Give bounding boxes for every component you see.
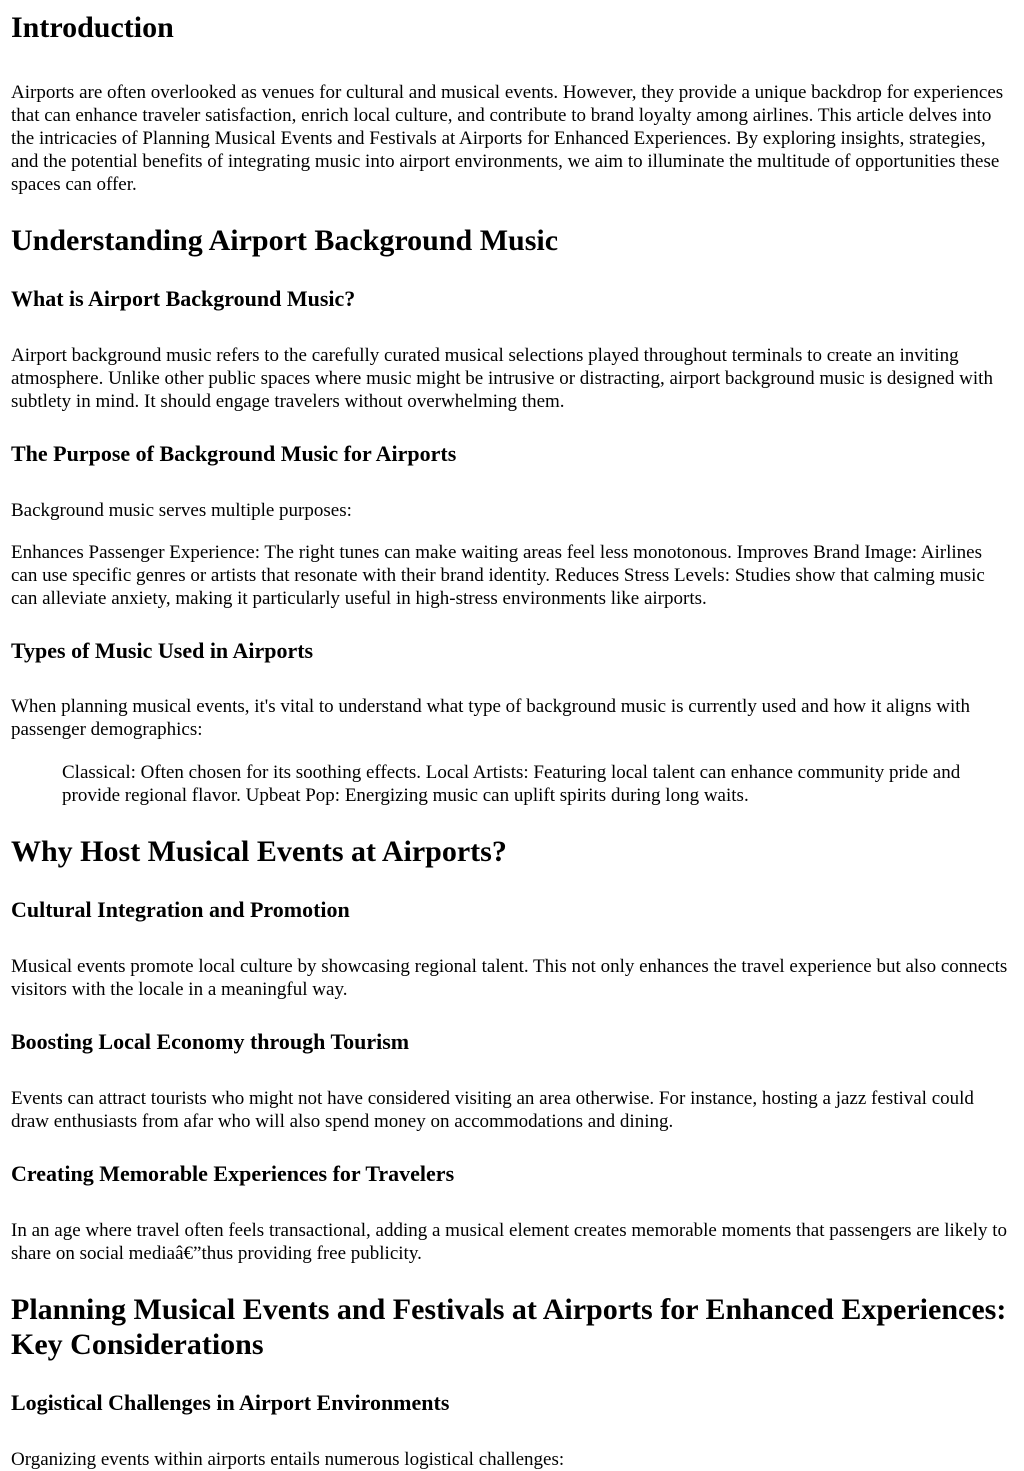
subheading-logistical: Logistical Challenges in Airport Environments xyxy=(11,1390,450,1415)
types-blockquote: Classical: Often chosen for its soothing effects. Local Artists: Featuring local talent can enhance community pride and provide regional flavor. Upbeat Pop: Energizing music can uplift spirits during long waits. xyxy=(62,762,961,806)
subheading-cultural: Cultural Integration and Promotion xyxy=(11,897,350,922)
purpose-list-paragraph: Enhances Passenger Experience: The right tunes can make waiting areas feel less monotonous. Improves Brand Image: Airlines can use specific genres or artists that resonate with their brand identity. Reduces Stress Levels: Studies show that calming music can alleviate anxiety, making it particularly useful in high-stress environments like airports. xyxy=(11,542,985,609)
subheading-creating: Creating Memorable Experiences for Travelers xyxy=(11,1161,455,1186)
section-heading-introduction: Introduction xyxy=(11,11,174,44)
types-paragraph: When planning musical events, it's vital to understand what type of background music is currently used and how it aligns with passenger demographics: xyxy=(11,696,971,740)
what-is-paragraph: Airport background music refers to the carefully curated musical selections played throughout terminals to create an inviting atmosphere. Unlike other public spaces where music might be intrusive or distracting, airport background music is designed with subtlety in mind. It should engage travelers without overwhelming them. xyxy=(11,345,993,412)
cultural-paragraph: Musical events promote local culture by showcasing regional talent. This not only enhances the travel experience but also connects visitors with the locale in a meaningful way. xyxy=(11,956,1008,1000)
section-heading-planning: Planning Musical Events and Festivals at Airports for Enhanced Experiences: Key Considerations xyxy=(11,1293,1007,1361)
subheading-purpose: The Purpose of Background Music for Airports xyxy=(11,441,457,466)
subheading-boosting: Boosting Local Economy through Tourism xyxy=(11,1029,410,1054)
boosting-paragraph: Events can attract tourists who might not have considered visiting an area otherwise. For instance, hosting a jazz festival could draw enthusiasts from afar who will also spend money on accommodations and dining. xyxy=(11,1088,974,1132)
section-heading-understanding: Understanding Airport Background Music xyxy=(11,224,559,257)
creating-paragraph: In an age where travel often feels transactional, adding a musical element creates memorable moments that passengers are likely to share on social mediaâ€”thus providing free publicity. xyxy=(11,1220,1008,1264)
intro-paragraph: Airports are often overlooked as venues for cultural and musical events. However, they provide a unique backdrop for experiences that can enhance traveler satisfaction, enrich local culture, and contribute to brand loyalty among airlines. This article delves into the intricacies of Planning Musical Events and Festivals at Airports for Enhanced Experiences. By exploring insights, strategies, and the potential benefits of integrating music into airport environments, we aim to illuminate the multitude of opportunities these spaces can offer. xyxy=(11,82,1004,195)
section-heading-why: Why Host Musical Events at Airports? xyxy=(11,835,507,868)
subheading-what-is: What is Airport Background Music? xyxy=(11,286,356,311)
purpose-lead-paragraph: Background music serves multiple purposes: xyxy=(11,500,352,521)
subheading-types: Types of Music Used in Airports xyxy=(11,638,314,663)
article xyxy=(0,10,1024,1471)
logistical-paragraph: Organizing events within airports entails numerous logistical challenges: xyxy=(11,1449,565,1470)
